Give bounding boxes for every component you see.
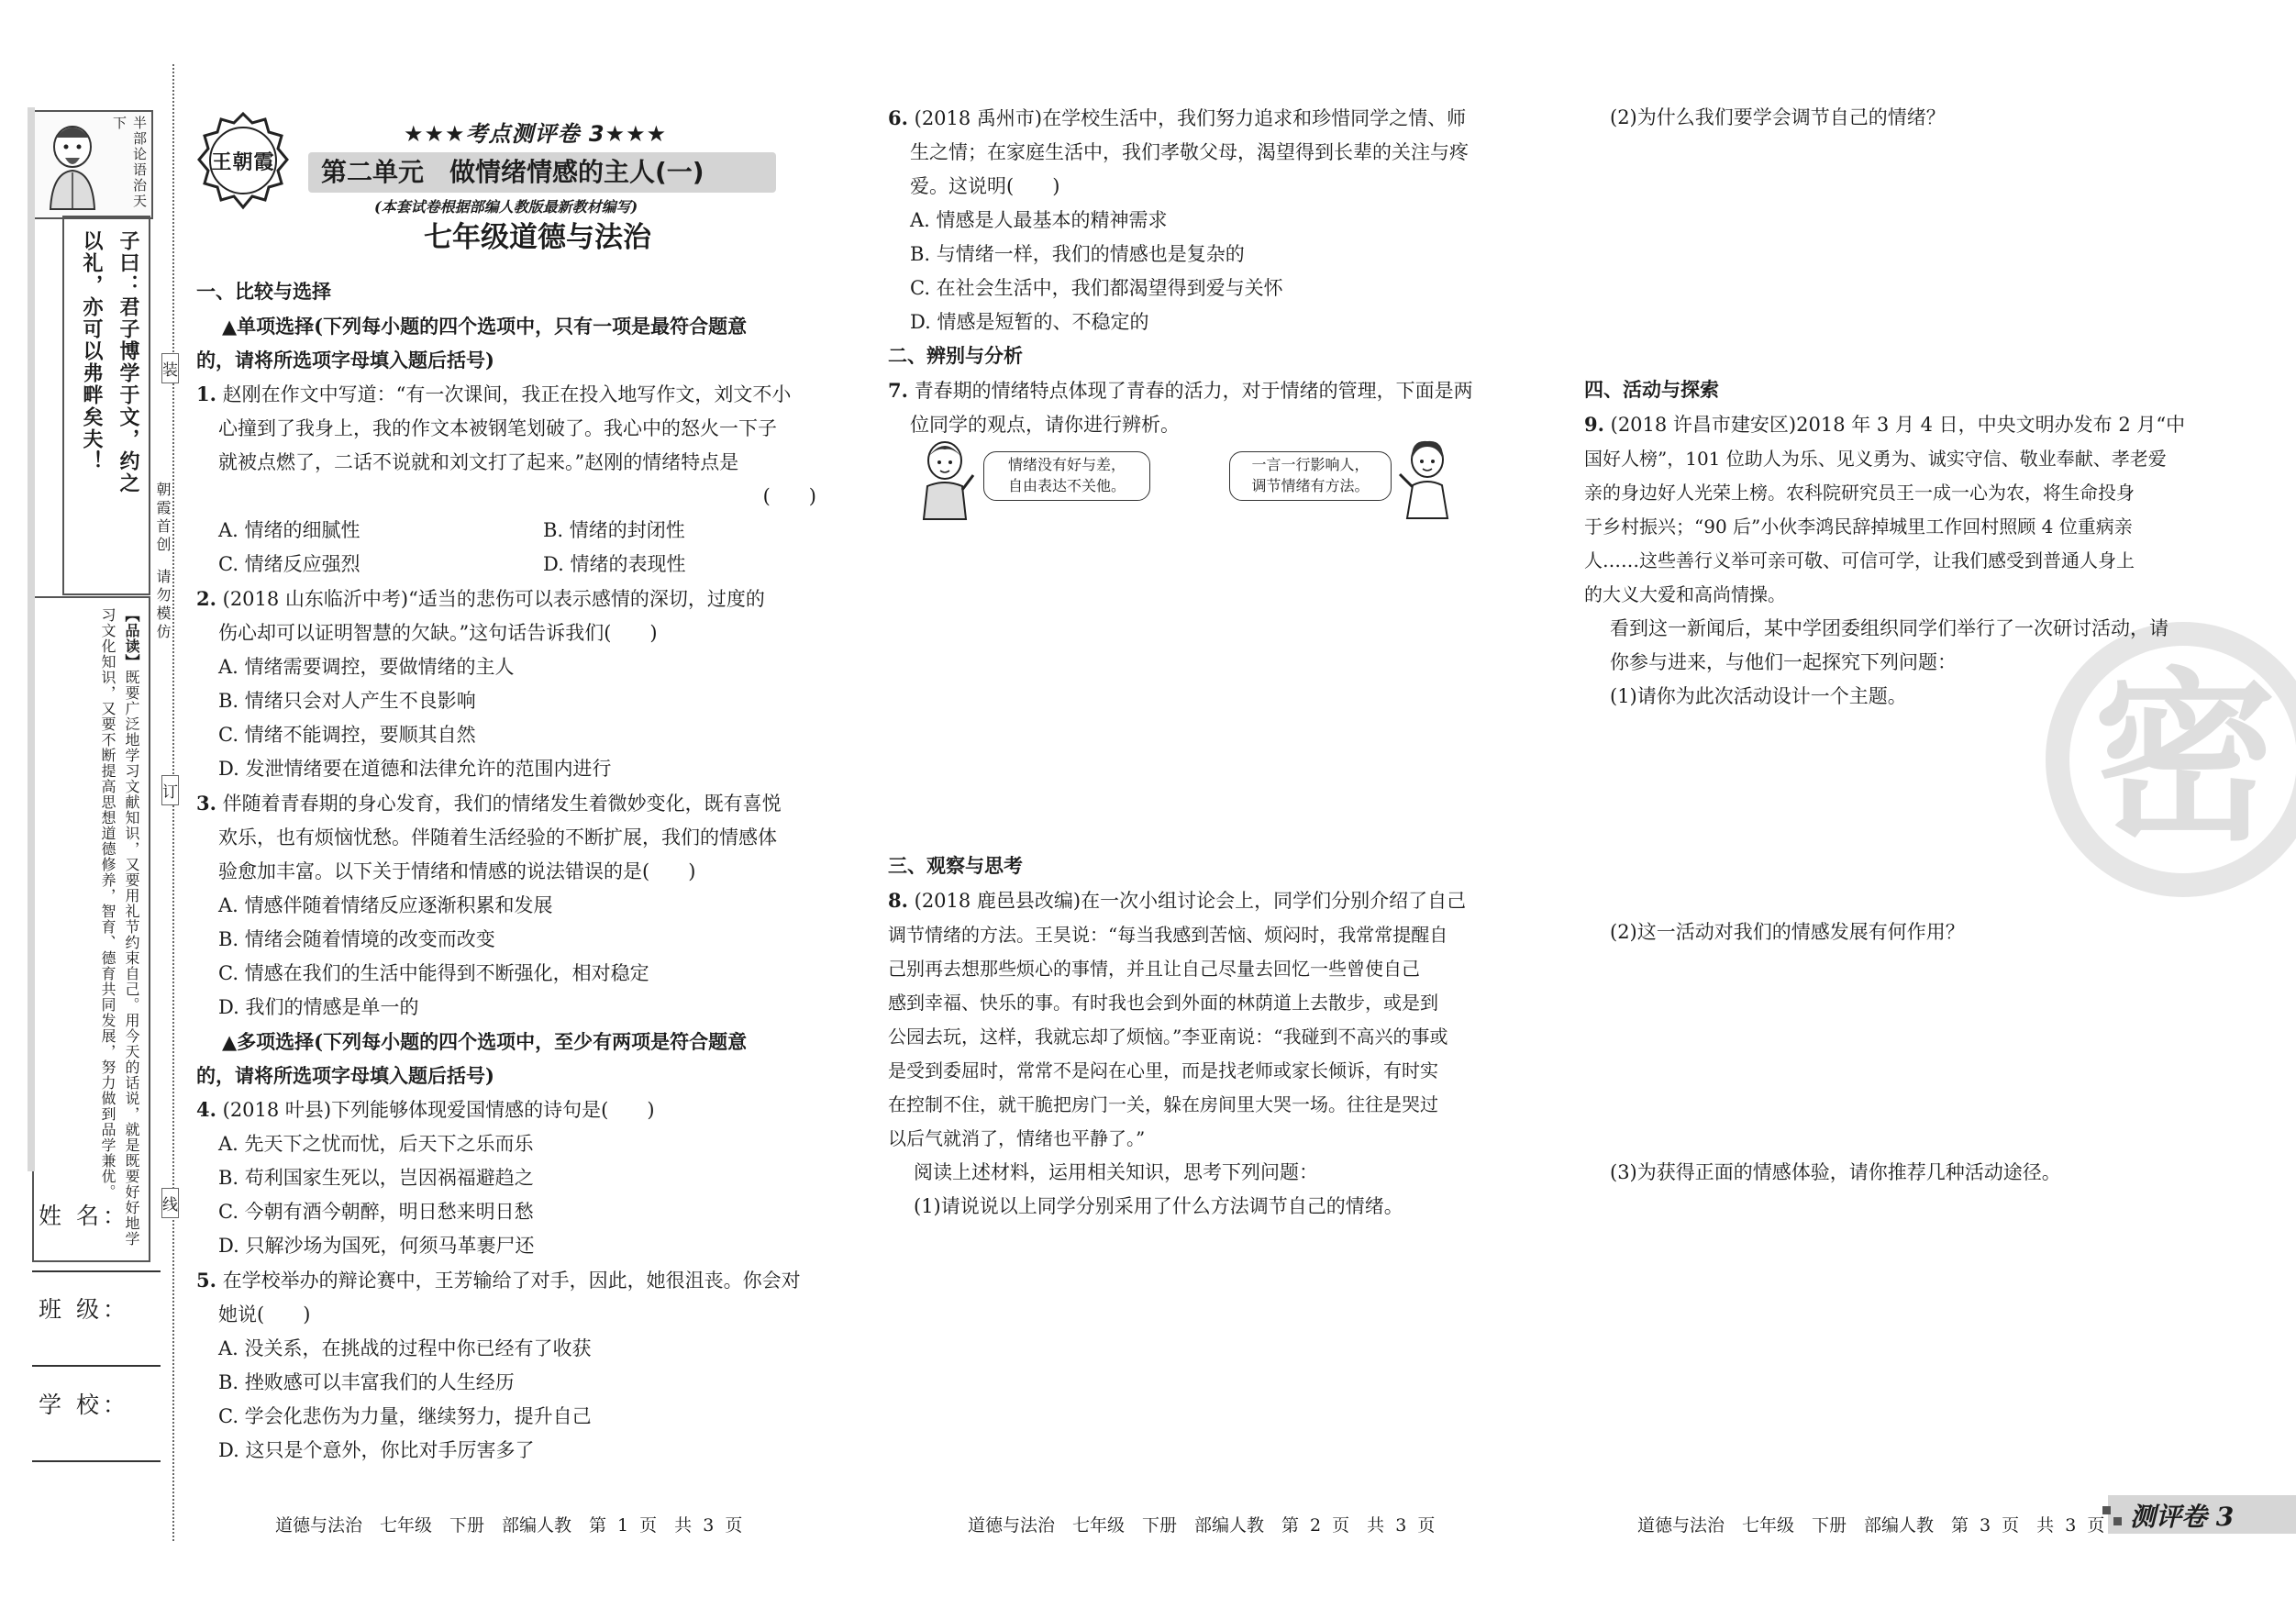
q5-option-a: A. 没关系，在挑战的过程中你已经有了收获 [218, 1337, 592, 1359]
girl-figure-icon [1394, 436, 1459, 520]
q5-option-b: B. 挫败感可以丰富我们的人生经历 [218, 1371, 515, 1393]
page2-footer: 道德与法治 七年级 下册 部编人教 第 2 页 共 3 页 [968, 1515, 1436, 1536]
q3-line3: 验愈加丰富。以下关于情绪和情感的说法错误的是( ) [218, 860, 696, 882]
question-3 [196, 786, 820, 1025]
bubble2-line1: 一言一行影响人， [1251, 456, 1370, 473]
edition-note: (本套试卷根据部编人教版最新教材编写) [374, 198, 638, 216]
q3-number: 3. [196, 792, 216, 815]
q3-option-a: A. 情感伴随着情绪反应逐渐积累和发展 [218, 894, 553, 916]
q8-line8: 以后气就消了，情绪也平静了。” [888, 1127, 1146, 1149]
q1-line3: 就被点燃了，二话不说就和刘文打了起来。”赵刚的情绪特点是 [218, 451, 739, 473]
question-9 [1584, 407, 2208, 714]
page1-footer: 道德与法治 七年级 下册 部编人教 第 1 页 共 3 页 [275, 1515, 743, 1536]
seal-line-bottom: 请勿模仿 [154, 569, 172, 642]
multi-choice-instruction-1: ▲多项选择(下列每小题的四个选项中，至少有两项是符合题意 [222, 1030, 748, 1053]
confucius-figure-icon [39, 119, 105, 211]
logo-text: 王朝霞 [211, 150, 275, 174]
q8-prompt: 阅读上述材料，运用相关知识，思考下列问题： [914, 1161, 1318, 1183]
sidebar-strip-top [28, 107, 35, 1171]
q5-option-d: D. 这只是个意外，你比对手厉害多了 [218, 1439, 535, 1461]
q9-line1: (2018 许昌市建安区)2018 年 3 月 4 日，中央文明办发布 2 月“中 [1610, 414, 2186, 436]
quote-box [62, 216, 150, 595]
bubble2-line2: 调节情绪有方法。 [1251, 477, 1370, 494]
q3-option-c: C. 情感在我们的生活中能得到不断强化，相对稳定 [218, 962, 649, 984]
q5-line2: 她说( ) [218, 1303, 311, 1325]
q4-option-b: B. 苟利国家生死以，岂因祸福避趋之 [218, 1167, 534, 1189]
q5-option-c: C. 学会化悲伤为力量，继续努力，提升自己 [218, 1405, 592, 1427]
q2-line2: 伤心却可以证明智慧的欠缺。”这句话告诉我们( ) [218, 622, 658, 644]
q8-line4: 感到幸福、快乐的事。有时我也会到外面的林荫道上去散步，或是到 [888, 992, 1438, 1014]
class-label: 班 级： [39, 1296, 129, 1323]
watermark-char: 密 [2092, 652, 2277, 866]
pindu-label: 【品读】 [123, 607, 140, 670]
q9-line6: 的大义大爱和高尚情操。 [1584, 583, 1786, 605]
q1-number: 1. [196, 383, 216, 405]
motto-box [32, 110, 153, 219]
q8-line2: 调节情绪的方法。王昊说：“每当我感到苦恼、烦闷时，我常常提醒自 [888, 924, 1448, 946]
cut-mark-1: 装 [161, 353, 179, 383]
q8-line5: 公园去玩，这样，我就忘却了烦恼。”李亚南说：“我碰到不高兴的事或 [888, 1026, 1448, 1048]
bubble1-line2: 自由表达不关他。 [1007, 477, 1126, 494]
section3-heading: 三、观察与思考 [888, 855, 1023, 877]
q8-line7: 在控制不住，就干脆把房门一关，躲在房间里大哭一场。往往是哭过 [888, 1093, 1438, 1115]
unit-title: 第二单元 做情绪情感的主人(一) [321, 157, 704, 187]
question-7 [888, 373, 1512, 442]
q4-option-c: C. 今朝有酒今朝醉，明日愁来明日愁 [218, 1201, 534, 1223]
q5-line1: 在学校举办的辩论赛中，王芳输给了对手，因此，她很沮丧。你会对 [222, 1270, 801, 1292]
q3-line1: 伴随着青春期的身心发育，我们的情绪发生着微妙变化，既有喜悦 [222, 793, 782, 815]
question-8 [888, 883, 1521, 1224]
seal-line-top: 朝霞首创 [154, 482, 172, 555]
q9-sub3: (3)为获得正面的情感体验，请你推荐几种活动途径。 [1610, 1161, 2061, 1183]
q8-line1: (2018 鹿邑县改编)在一次小组讨论会上，同学们分别介绍了自己 [914, 890, 1467, 912]
page1-column [196, 275, 820, 1468]
question-6 [888, 101, 1512, 339]
question-1 [196, 377, 820, 582]
q7-line2: 位同学的观点，请你进行辨析。 [910, 414, 1180, 436]
q2-number: 2. [196, 587, 216, 610]
multi-choice-instruction-2: 的，请将所选项字母填入题后括号) [196, 1064, 494, 1087]
q9-prompt-line1: 看到这一新闻后，某中学团委组织同学们举行了一次研讨活动，请 [1610, 617, 2168, 639]
q7-number: 7. [888, 379, 908, 402]
q2-option-b: B. 情绪只会对人产生不良影响 [218, 690, 476, 712]
q9-line2: 国好人榜”，101 位助人为乐、见义勇为、诚实守信、敬业奉献、孝老爱 [1584, 448, 2167, 470]
q8-sub1: (1)请说说以上同学分别采用了什么方法调节自己的情绪。 [914, 1195, 1403, 1217]
corner-squares-icon [2102, 1506, 2123, 1526]
motto-text: 半部论语治天下 [111, 116, 148, 209]
boy-figure-icon [913, 438, 977, 521]
q1-line2: 心撞到了我身上，我的作文本被钢笔划破了。我心中的怒火一下子 [218, 417, 777, 439]
pindu-box [32, 596, 150, 1262]
q9-line5: 人……这些善行义举可亲可敬、可信可学，让我们感受到普通人身上 [1584, 549, 2135, 571]
cut-mark-2: 订 [161, 775, 179, 805]
q8-number: 8. [888, 889, 908, 912]
cut-mark-3: 线 [161, 1188, 179, 1218]
name-line [32, 1270, 161, 1272]
pindu-text [95, 607, 143, 1249]
q9-sub1: (1)请你为此次活动设计一个主题。 [1610, 685, 1907, 707]
q6-option-a: A. 情感是人最基本的精神需求 [910, 209, 1168, 231]
speech-bubble-2 [1229, 451, 1392, 501]
q3-line2: 欢乐，也有烦恼忧愁。伴随着生活经验的不断扩展，我们的情感体 [218, 826, 777, 848]
q4-number: 4. [196, 1098, 216, 1121]
q1-option-b: B. 情绪的封闭性 [543, 519, 685, 541]
q5-number: 5. [196, 1269, 216, 1292]
q1-option-c: C. 情绪反应强烈 [218, 553, 360, 575]
q6-option-d: D. 情感是短暂的、不稳定的 [910, 311, 1149, 333]
q6-line3: 爱。这说明( ) [910, 175, 1060, 197]
section4-heading: 四、活动与探索 [1584, 379, 1719, 401]
section2-heading: 二、辨别与分析 [888, 345, 1023, 367]
q1-option-a: A. 情绪的细腻性 [218, 519, 360, 541]
question-5 [196, 1263, 820, 1468]
confucius-quote-line2: 以礼，亦可以弗畔矣夫！ [80, 230, 103, 472]
speech-bubble-1 [983, 451, 1150, 501]
q6-number: 6. [888, 106, 908, 129]
q4-option-d: D. 只解沙场为国死，何须马革裹尸还 [218, 1235, 535, 1257]
q2-option-a: A. 情绪需要调控，要做情绪的主人 [218, 656, 515, 678]
q8-sub2: (2)为什么我们要学会调节自己的情绪？ [1610, 106, 1946, 128]
logo-seal [197, 112, 289, 213]
q4-option-a: A. 先天下之忧而忧，后天下之乐而乐 [218, 1133, 534, 1155]
confucius-quote-line1: 子曰：君子博学于文，约之 [116, 230, 139, 494]
series-title: ★★★考点测评卷 3★★★ [404, 121, 668, 147]
q1-option-d: D. 情绪的表现性 [543, 553, 686, 575]
q9-line3: 亲的身边好人光荣上榜。农科院研究员王一成一心为农，将生命投身 [1584, 482, 2135, 504]
section1-heading: 一、比较与选择 [196, 281, 331, 303]
single-choice-instruction-2: 的，请将所选项字母填入题后括号) [196, 349, 494, 372]
question-2 [196, 582, 820, 786]
name-label: 姓 名： [39, 1203, 129, 1229]
q1-bracket: ( ) [762, 485, 816, 507]
subject-title: 七年级道德与法治 [424, 221, 651, 254]
page2-lower-column [888, 849, 1521, 1224]
q6-option-b: B. 与情绪一样，我们的情感也是复杂的 [910, 243, 1245, 265]
page3-footer: 道德与法治 七年级 下册 部编人教 第 3 页 共 3 页 [1637, 1515, 2105, 1536]
corner-label: 测评卷 3 [2130, 1502, 2235, 1532]
bubble1-line1: 情绪没有好与差， [1007, 456, 1126, 473]
q9-prompt-line2: 你参与进来，与他们一起探究下列问题： [1610, 651, 1957, 673]
single-choice-instruction-1: ▲单项选择(下列每小题的四个选项中，只有一项是最符合题意 [222, 315, 748, 338]
q8-line3: 己别再去想那些烦心的事情，并且让自己尽量去回忆一些曾使自己 [888, 958, 1420, 980]
pindu-body: 既要广泛地学习文献知识，又要用礼节约束自己。用今天的话说，就是既要好好地学习文化知识，又要不断提高思想道德修养，智育、德育共同发展，努力做到品学兼优。 [99, 607, 140, 1247]
q9-number: 9. [1584, 413, 1604, 436]
school-label: 学 校： [39, 1392, 129, 1418]
q9-sub2: (2)这一活动对我们的情感发展有何作用？ [1610, 921, 1965, 943]
q6-option-c: C. 在社会生活中，我们都渴望得到爱与关怀 [910, 277, 1283, 299]
school-line [32, 1460, 161, 1462]
q2-option-c: C. 情绪不能调控，要顺其自然 [218, 724, 476, 746]
q6-line2: 生之情；在家庭生活中，我们孝敬父母，渴望得到长辈的关注与疼 [910, 141, 1469, 163]
q8-line6: 是受到委屈时，常常不是闷在心里，而是找老师或家长倾诉，有时实 [888, 1059, 1438, 1081]
q6-line1: (2018 禹州市)在学校生活中，我们努力追求和珍惜同学之情、师 [914, 107, 1467, 129]
question-4 [196, 1092, 820, 1263]
q1-line1: 赵刚在作文中写道：“有一次课间，我正在投入地写作文，刘文不小 [222, 383, 792, 405]
q2-option-d: D. 发泄情绪要在道德和法律允许的范围内进行 [218, 758, 612, 780]
q3-option-b: B. 情绪会随着情境的改变而改变 [218, 928, 495, 950]
q2-line1: (2018 山东临沂中考)“适当的悲伤可以表示感情的深切，过度的 [222, 588, 765, 610]
page3-column [1584, 373, 2208, 714]
q9-line4: 于乡村振兴；“90 后”小伙李鸿民辞掉城里工作回村照顾 4 位重病亲 [1584, 516, 2133, 538]
page2-column [888, 101, 1512, 442]
q3-option-d: D. 我们的情感是单一的 [218, 996, 419, 1018]
q7-line1: 青春期的情绪特点体现了青春的活力，对于情绪的管理，下面是两 [914, 380, 1473, 402]
class-line [32, 1365, 161, 1367]
q4-line1: (2018 叶县)下列能够体现爱国情感的诗句是( ) [222, 1099, 655, 1121]
